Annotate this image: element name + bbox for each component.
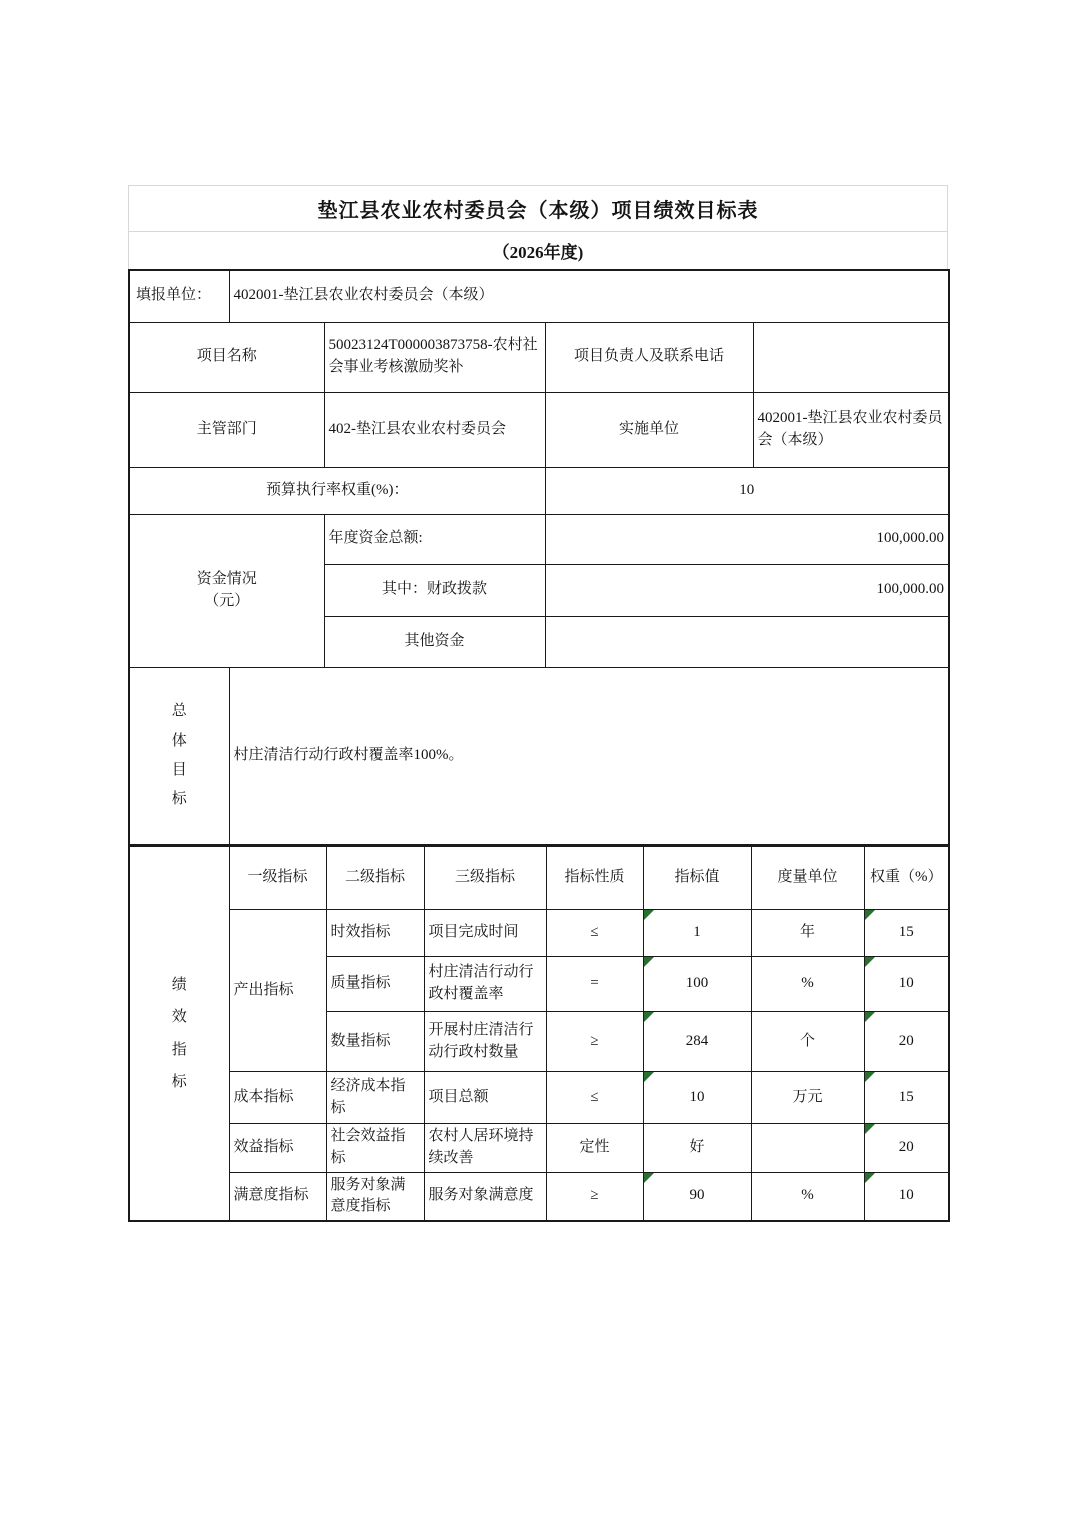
col-header-weight: 权重（%） — [864, 847, 949, 910]
budget-execution-weight-value: 10 — [545, 467, 949, 514]
indicator-value — [643, 1072, 751, 1124]
corner-flag-icon — [865, 910, 875, 920]
indicator-weight — [864, 1012, 949, 1072]
indicator-value — [643, 910, 751, 957]
indicator-value-text: 1 — [693, 924, 701, 941]
indicator-weight — [864, 1124, 949, 1173]
indicator-level3: 村庄清洁行动行政村覆盖率 — [424, 957, 546, 1012]
indicator-nature: 定性 — [546, 1124, 643, 1173]
funds-total-row — [129, 514, 949, 564]
project-name-value: 50023124T000003873758-农村社会事业考核激励奖补 — [324, 322, 545, 392]
indicator-level1: 成本指标 — [229, 1072, 326, 1124]
indicator-unit: 个 — [751, 1012, 864, 1072]
indicator-level2: 社会效益指标 — [326, 1124, 424, 1173]
indicator-value-text: 10 — [689, 1088, 705, 1105]
funds-label-line2: （元） — [204, 592, 250, 609]
indicator-nature: ≤ — [546, 910, 643, 957]
funds-fiscal-label: 其中：财政拨款 — [324, 564, 545, 616]
indicator-level2: 时效指标 — [326, 910, 424, 957]
corner-flag-icon — [644, 1072, 654, 1082]
corner-flag-icon — [644, 1173, 654, 1183]
col-header-level3: 三级指标 — [424, 847, 546, 910]
overall-goal-label — [129, 667, 229, 845]
reporting-unit-value: 402001-垫江县农业农村委员会（本级） — [229, 270, 949, 322]
indicator-value-text: 100 — [685, 975, 709, 992]
indicator-value-text: 90 — [689, 1187, 705, 1204]
col-header-value: 指标值 — [643, 847, 751, 910]
funds-other-label: 其他资金 — [324, 616, 545, 667]
performance-section-label-text: 绩效指标 — [171, 977, 187, 1090]
performance-section-label — [129, 847, 229, 1222]
indicators-table — [128, 846, 950, 1222]
indicator-value — [643, 957, 751, 1012]
indicator-weight — [864, 1172, 949, 1221]
overall-goal-value: 村庄清洁行动行政村覆盖率100%。 — [229, 667, 949, 845]
corner-flag-icon — [865, 1173, 875, 1183]
funds-total-value: 100,000.00 — [545, 514, 949, 564]
implementing-unit-value: 402001-垫江县农业农村委员会（本级） — [753, 392, 949, 467]
indicators-header-row — [129, 847, 949, 910]
indicator-row-satisfaction — [129, 1172, 949, 1221]
budget-execution-weight-row — [129, 467, 949, 514]
corner-flag-icon — [865, 1124, 875, 1134]
col-header-unit: 度量单位 — [751, 847, 864, 910]
indicator-nature: ≥ — [546, 1012, 643, 1072]
indicator-unit: 万元 — [751, 1072, 864, 1124]
indicator-level3: 服务对象满意度 — [424, 1172, 546, 1221]
indicator-level2: 数量指标 — [326, 1012, 424, 1072]
funds-section-label — [129, 514, 324, 667]
overall-goal-row — [129, 667, 949, 845]
indicator-unit: % — [751, 1172, 864, 1221]
indicator-level1: 产出指标 — [229, 910, 326, 1072]
indicator-weight — [864, 1072, 949, 1124]
project-leader-label: 项目负责人及联系电话 — [545, 322, 753, 392]
indicator-unit — [751, 1124, 864, 1173]
implementing-unit-label: 实施单位 — [545, 392, 753, 467]
project-info-table — [128, 269, 950, 846]
department-row — [129, 392, 949, 467]
indicator-weight — [864, 910, 949, 957]
reporting-unit-row — [129, 270, 949, 322]
project-name-row — [129, 322, 949, 392]
indicator-level2: 经济成本指标 — [326, 1072, 424, 1124]
budget-execution-weight-label: 预算执行率权重(%)： — [129, 467, 545, 514]
indicator-weight-text: 15 — [898, 1088, 914, 1105]
indicator-unit: 年 — [751, 910, 864, 957]
performance-target-sheet — [128, 185, 948, 1222]
funds-fiscal-value: 100,000.00 — [545, 564, 949, 616]
indicator-weight-text: 20 — [898, 1032, 914, 1049]
indicator-level1: 效益指标 — [229, 1124, 326, 1173]
indicator-row-benefit — [129, 1124, 949, 1173]
indicator-weight-text: 20 — [898, 1138, 914, 1155]
indicator-level1: 满意度指标 — [229, 1172, 326, 1221]
indicator-row-cost — [129, 1072, 949, 1124]
funds-other-value — [545, 616, 949, 667]
indicator-value-text: 284 — [685, 1032, 709, 1049]
indicator-level3: 农村人居环境持续改善 — [424, 1124, 546, 1173]
col-header-nature: 指标性质 — [546, 847, 643, 910]
indicator-level2: 服务对象满意度指标 — [326, 1172, 424, 1221]
overall-goal-label-text: 总体目标 — [171, 703, 187, 807]
subtitle-row — [129, 232, 947, 269]
reporting-unit-label: 填报单位： — [129, 270, 229, 322]
department-value: 402-垫江县农业农村委员会 — [324, 392, 545, 467]
indicator-weight-text: 10 — [898, 975, 914, 992]
funds-total-label: 年度资金总额: — [324, 514, 545, 564]
corner-flag-icon — [865, 957, 875, 967]
indicator-nature: = — [546, 957, 643, 1012]
page-title: 垫江县农业农村委员会（本级）项目绩效目标表 — [317, 200, 759, 222]
funds-label-line1: 资金情况 — [196, 570, 257, 587]
project-leader-value — [753, 322, 949, 392]
title-row — [129, 186, 947, 232]
indicator-level3: 项目完成时间 — [424, 910, 546, 957]
corner-flag-icon — [865, 1012, 875, 1022]
title-block — [128, 185, 948, 269]
project-name-label: 项目名称 — [129, 322, 324, 392]
indicator-weight-text: 15 — [898, 924, 914, 941]
indicator-level2: 质量指标 — [326, 957, 424, 1012]
indicator-weight-text: 10 — [898, 1187, 914, 1204]
corner-flag-icon — [865, 1072, 875, 1082]
indicator-level3: 开展村庄清洁行动行政村数量 — [424, 1012, 546, 1072]
col-header-level2: 二级指标 — [326, 847, 424, 910]
corner-flag-icon — [644, 1012, 654, 1022]
indicator-level3: 项目总额 — [424, 1072, 546, 1124]
indicator-value: 好 — [643, 1124, 751, 1173]
corner-flag-icon — [644, 957, 654, 967]
indicator-weight — [864, 957, 949, 1012]
page-subtitle: （2026年度) — [492, 243, 584, 262]
indicator-unit: % — [751, 957, 864, 1012]
department-label: 主管部门 — [129, 392, 324, 467]
indicator-nature: ≥ — [546, 1172, 643, 1221]
col-header-level1: 一级指标 — [229, 847, 326, 910]
indicator-value — [643, 1012, 751, 1072]
corner-flag-icon — [644, 910, 654, 920]
indicator-value — [643, 1172, 751, 1221]
indicator-nature: ≤ — [546, 1072, 643, 1124]
indicator-row-timeliness — [129, 910, 949, 957]
